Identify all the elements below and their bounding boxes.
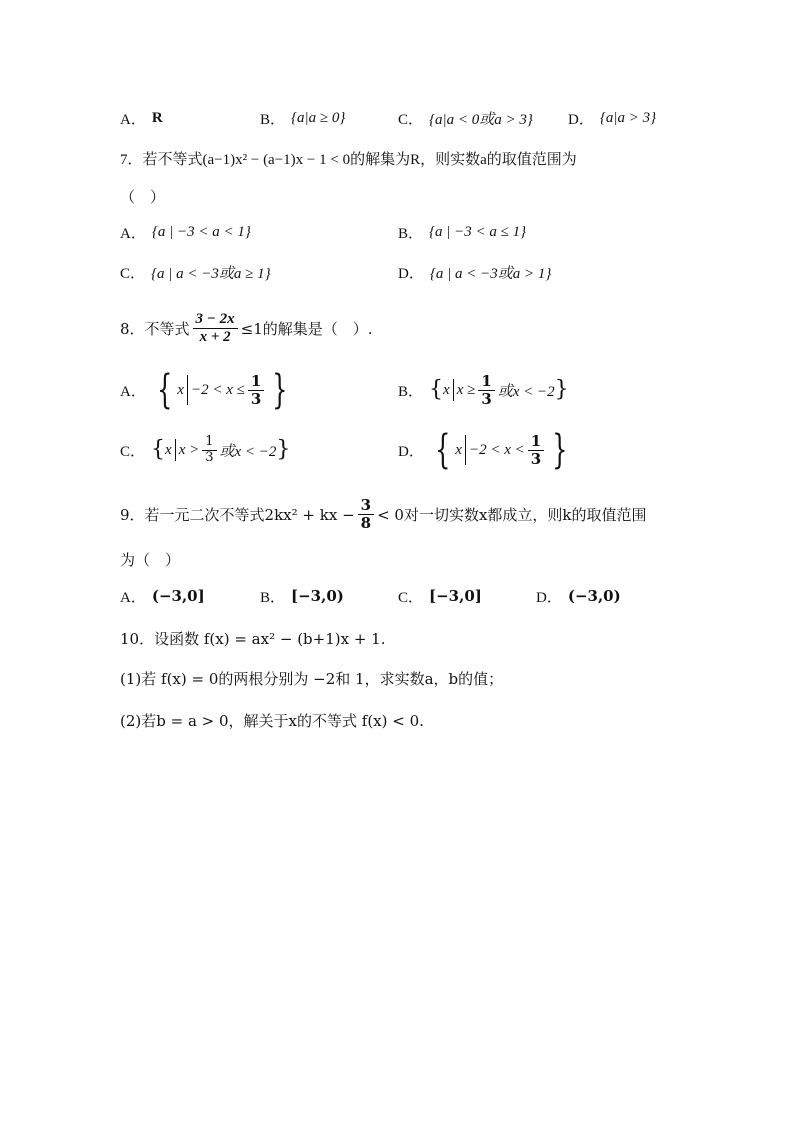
set-fraction <box>248 373 264 407</box>
option-label: A． <box>120 225 146 242</box>
fraction-denominator: x + 2 <box>199 328 231 345</box>
option-label: C． <box>120 265 146 282</box>
right-brace: } <box>276 437 291 462</box>
q9-option-c <box>398 586 482 607</box>
option-label: D． <box>398 265 424 282</box>
fraction-denominator: 3 <box>250 389 262 408</box>
option-text: {a|a < 0或a > 3} <box>429 111 533 128</box>
option-text: {a | −3 < a ≤ 1} <box>429 223 527 240</box>
q8-option-b <box>398 373 569 407</box>
q9-stem-pre: 9．若一元二次不等式2kx² + kx − <box>120 505 355 524</box>
fraction-denominator: 3 <box>530 449 542 468</box>
option-text: {a | a < −3或a ≥ 1} <box>151 265 271 282</box>
q9-stem-line2-text: 为（ ） <box>120 550 181 569</box>
q8-option-a <box>120 367 293 413</box>
set-bar <box>453 379 454 401</box>
option-text: {a | −3 < a < 1} <box>151 223 251 240</box>
q8-option-d <box>398 427 573 473</box>
q7-option-c <box>120 262 271 283</box>
set-bar <box>465 435 466 465</box>
set-fraction <box>202 435 216 465</box>
q10-part1-text: (1)若 f(x) = 0的两根分别为 −2和 1，求实数a，b的值； <box>120 669 504 688</box>
set-variable: x <box>443 381 450 398</box>
fraction-numerator: 1 <box>528 433 544 451</box>
q9-stem <box>120 496 674 532</box>
set-variable: x <box>165 441 172 458</box>
option-label: C． <box>398 111 424 128</box>
q6-options-row <box>120 106 674 130</box>
option-label: B． <box>260 111 286 128</box>
q6-option-a <box>120 108 163 129</box>
left-brace: { <box>429 377 444 402</box>
q7-option-a <box>120 222 251 243</box>
right-brace: } <box>554 377 569 402</box>
q8-options-row2 <box>120 427 674 473</box>
q9-options-row <box>120 584 674 608</box>
q8-options-row1 <box>120 367 674 413</box>
option-text: R <box>151 109 163 126</box>
q10-part1 <box>120 666 674 690</box>
option-text: (−3,0) <box>567 587 621 605</box>
q8-stem-fraction <box>193 311 238 345</box>
option-text: {a|a > 3} <box>599 109 657 126</box>
q10-stem-text: 10．设函数 f(x) = ax² − (b+1)x + 1. <box>120 629 386 648</box>
q7-paren <box>120 184 674 208</box>
option-label: B． <box>260 589 286 606</box>
set-variable: x <box>177 381 184 398</box>
option-label: A． <box>120 383 146 400</box>
fraction-numerator: 3 <box>358 497 374 515</box>
q7-options-row1 <box>120 220 674 244</box>
option-label: D． <box>398 443 424 460</box>
option-text: [−3,0) <box>291 587 344 605</box>
option-label: B． <box>398 383 424 400</box>
set-condition: −2 < x < <box>468 441 525 458</box>
option-label: C． <box>398 589 424 606</box>
q8-stem-post: ≤1的解集是（ ）. <box>240 319 373 338</box>
q9-stem-line2 <box>120 547 674 571</box>
q8-stem <box>120 312 674 344</box>
set-variable: x <box>455 441 462 458</box>
left-brace: { <box>156 367 173 413</box>
q10-part2 <box>120 708 674 732</box>
option-text: [−3,0] <box>429 587 482 605</box>
left-brace: { <box>151 437 166 462</box>
q9-stem-fraction <box>358 497 374 531</box>
set-condition: x ≥ <box>456 381 476 398</box>
set-bar <box>175 439 176 461</box>
left-brace: { <box>434 427 451 473</box>
option-label: A． <box>120 589 146 606</box>
option-label: D． <box>568 111 594 128</box>
q7-stem-text: 7．若不等式(a−1)x² − (a−1)x − 1 < 0的解集为R，则实数a的取值范围为 <box>120 151 577 168</box>
option-text: {a | a < −3或a > 1} <box>429 265 552 282</box>
fraction-numerator: 1 <box>202 435 216 450</box>
fraction-numerator: 3 − 2x <box>193 311 238 329</box>
option-text: {a|a ≥ 0} <box>291 109 346 126</box>
set-condition: −2 < x ≤ <box>190 381 245 398</box>
q7-options-row2 <box>120 260 674 284</box>
q8-option-c <box>120 435 290 465</box>
set-condition-extra: 或x < −2 <box>219 443 277 460</box>
q6-option-c <box>398 108 533 129</box>
q10-part2-text: (2)若b = a > 0，解关于x的不等式 f(x) < 0. <box>120 711 424 730</box>
fraction-numerator: 1 <box>478 373 494 391</box>
q7-option-b <box>398 222 526 243</box>
set-bar <box>187 375 188 405</box>
right-brace: } <box>552 427 568 473</box>
q10-stem <box>120 626 674 650</box>
q7-paren-text: （ ） <box>120 187 166 206</box>
q6-option-b <box>260 108 345 129</box>
option-text: (−3,0] <box>151 587 205 605</box>
q7-option-d <box>398 262 551 283</box>
set-condition-extra: 或x < −2 <box>497 383 555 400</box>
option-label: C． <box>120 443 146 460</box>
fraction-numerator: 1 <box>248 373 264 391</box>
q7-stem <box>120 146 674 170</box>
fraction-denominator: 3 <box>205 449 214 465</box>
q9-option-b <box>260 586 344 607</box>
fraction-denominator: 3 <box>481 389 492 408</box>
option-label: B． <box>398 225 424 242</box>
q8-stem-pre: 8．不等式 <box>120 319 190 338</box>
option-label: A． <box>120 111 146 128</box>
option-label: D． <box>536 589 562 606</box>
q9-option-d <box>536 586 621 607</box>
q9-option-a <box>120 586 205 607</box>
q6-option-d <box>568 108 656 129</box>
right-brace: } <box>272 367 288 413</box>
fraction-denominator: 8 <box>360 513 372 532</box>
set-condition: x > <box>178 441 200 458</box>
set-fraction <box>478 373 494 407</box>
set-fraction <box>528 433 544 467</box>
q9-stem-post: < 0对一切实数x都成立，则k的取值范围 <box>377 505 647 524</box>
